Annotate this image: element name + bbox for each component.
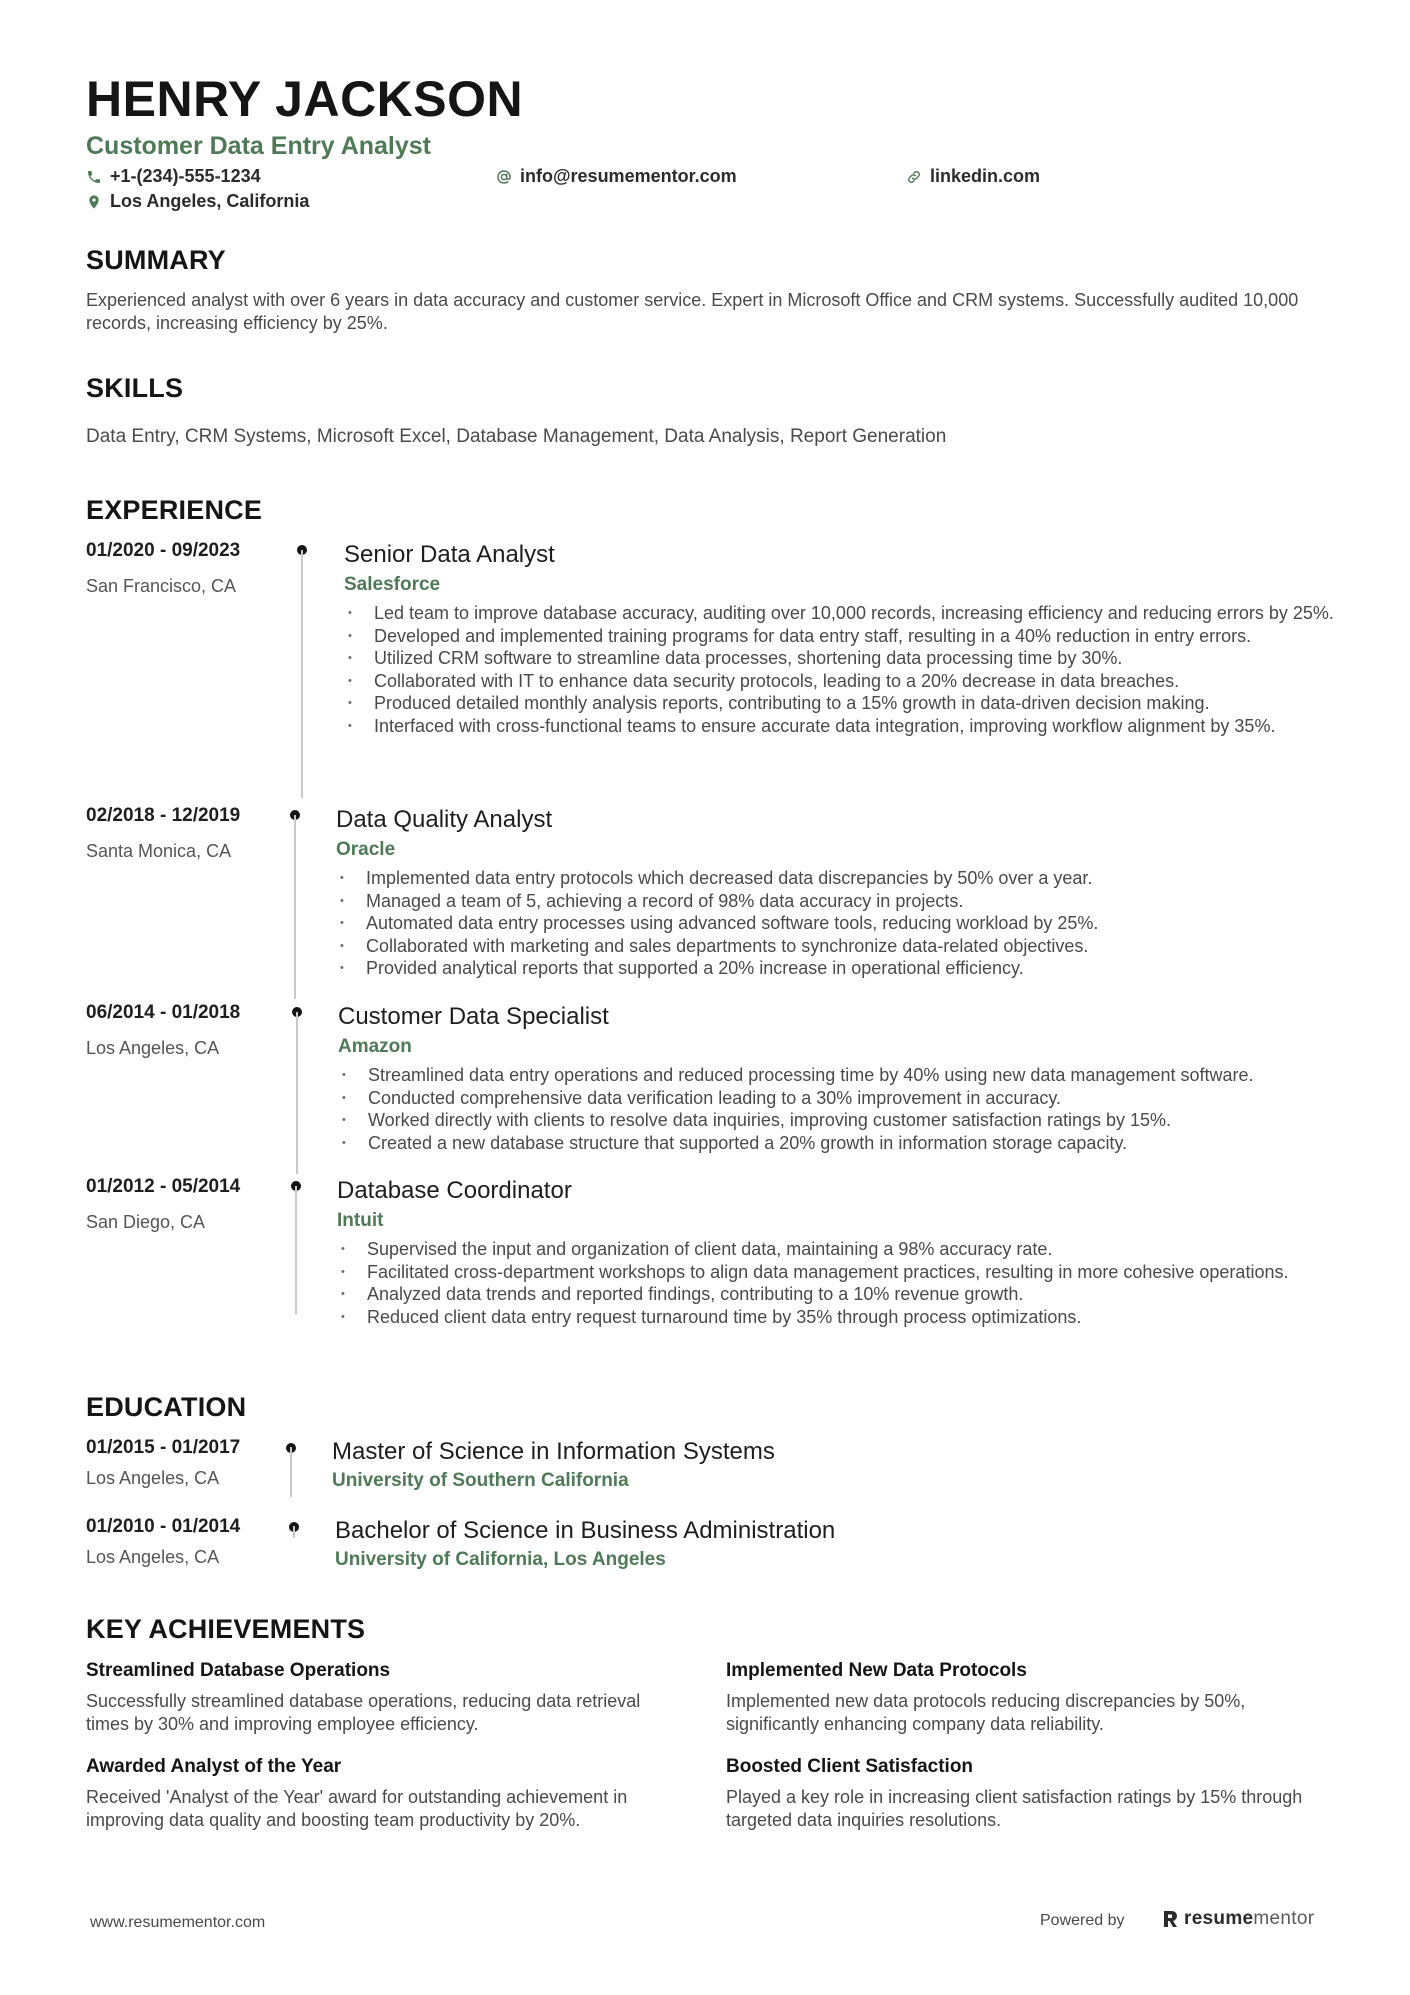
achievement-title: Implemented New Data Protocols <box>726 1660 1027 1681</box>
experience-company: Amazon <box>338 1036 412 1057</box>
bullet-item: • Utilized CRM software to streamline data processes, shortening data processing time by 30%. <box>344 647 1410 670</box>
bullet-item: • Reduced client data entry request turnaround time by 35% through process optimizations. <box>337 1306 1410 1329</box>
education-degree: Bachelor of Science in Business Administration <box>335 1517 836 1544</box>
experience-content <box>344 540 1410 737</box>
experience-dates: 01/2020 - 09/2023 <box>86 540 241 561</box>
experience-dates: 06/2014 - 01/2018 <box>86 1002 241 1023</box>
education-school: University of Southern California <box>332 1470 629 1491</box>
achievement-title: Streamlined Database Operations <box>86 1660 391 1681</box>
experience-bullets <box>337 1238 1410 1328</box>
education-dates: 01/2015 - 01/2017 <box>86 1437 241 1458</box>
bullet-item: • Collaborated with marketing and sales departments to synchronize data-related objectives. <box>336 935 1410 958</box>
bullet-item: • Created a new database structure that supported a 20% growth in information storage capacity. <box>338 1132 1410 1155</box>
experience-bullets <box>336 867 1410 980</box>
candidate-title: Customer Data Entry Analyst <box>86 132 431 160</box>
experience-dates: 01/2012 - 05/2014 <box>86 1176 241 1197</box>
bullet-item: • Supervised the input and organization of client data, maintaining a 98% accuracy rate. <box>337 1238 1410 1261</box>
timeline-line <box>290 1447 292 1497</box>
resumementor-logo-icon <box>1162 1909 1178 1929</box>
achievement-title: Boosted Client Satisfaction <box>726 1756 974 1777</box>
bullet-item: • Interfaced with cross-functional teams to ensure accurate data integration, improving workflow alignment by 35%. <box>344 715 1410 738</box>
experience-company: Oracle <box>336 839 396 860</box>
summary-heading: SUMMARY <box>86 245 226 275</box>
link-icon <box>906 169 922 185</box>
brand-text-bold: resume <box>1184 1908 1254 1929</box>
experience-role: Senior Data Analyst <box>344 541 555 568</box>
achievements-heading: KEY ACHIEVEMENTS <box>86 1614 366 1644</box>
education-heading: EDUCATION <box>86 1392 247 1422</box>
achievement-desc: Played a key role in increasing client satisfaction ratings by 15% through targeted data inquiries resolutions. <box>726 1787 1303 1830</box>
skills-heading: SKILLS <box>86 373 184 403</box>
experience-heading: EXPERIENCE <box>86 495 263 525</box>
achievement-item <box>86 1756 686 1831</box>
footer-brand-logo[interactable] <box>1162 1908 1314 1930</box>
location-pin-icon <box>86 194 102 210</box>
bullet-item: • Managed a team of 5, achieving a record of 98% data accuracy in projects. <box>336 890 1410 913</box>
bullet-item: • Implemented data entry protocols which decreased data discrepancies by 50% over a year. <box>336 867 1410 890</box>
bullet-item: • Worked directly with clients to resolve data inquiries, improving customer satisfaction ratings by 15%. <box>338 1109 1410 1132</box>
experience-bullets <box>338 1064 1410 1154</box>
experience-content <box>337 1176 1410 1328</box>
timeline-line <box>296 1012 298 1174</box>
contact-email[interactable] <box>496 166 737 187</box>
brand-text-light: mentor <box>1253 1908 1315 1929</box>
education-location: Los Angeles, CA <box>86 1547 220 1567</box>
location-text: Los Angeles, California <box>110 191 310 211</box>
timeline-line <box>294 815 296 999</box>
experience-content <box>336 805 1410 980</box>
experience-role: Database Coordinator <box>337 1177 572 1204</box>
experience-role: Data Quality Analyst <box>336 806 553 833</box>
bullet-item: • Analyzed data trends and reported findings, contributing to a 10% revenue growth. <box>337 1283 1410 1306</box>
bullet-item: • Automated data entry processes using advanced software tools, reducing workload by 25%. <box>336 912 1410 935</box>
achievement-desc: Received 'Analyst of the Year' award for outstanding achievement in improving data quality and boosting team productivity by 20%. <box>86 1787 628 1830</box>
bullet-item: • Developed and implemented training programs for data entry staff, resulting in a 40% reduction in entry errors. <box>344 625 1410 648</box>
timeline-line <box>301 550 303 798</box>
linkedin-text: linkedin.com <box>930 166 1041 186</box>
experience-location: Los Angeles, CA <box>86 1038 220 1058</box>
phone-icon <box>86 169 102 185</box>
candidate-name: HENRY JACKSON <box>86 71 524 127</box>
bullet-item: • Produced detailed monthly analysis reports, contributing to a 15% growth in data-driven decision making. <box>344 692 1410 715</box>
experience-company: Salesforce <box>344 574 441 595</box>
achievement-desc: Successfully streamlined database operations, reducing data retrieval times by 30% and improving employee efficiency. <box>86 1691 641 1734</box>
education-degree: Master of Science in Information Systems <box>332 1438 775 1465</box>
bullet-item: • Provided analytical reports that supported a 20% increase in operational efficiency. <box>336 957 1410 980</box>
achievement-item <box>86 1660 686 1735</box>
experience-bullets <box>344 602 1410 737</box>
bullet-item: • Streamlined data entry operations and reduced processing time by 40% using new data management software. <box>338 1064 1410 1087</box>
email-text: info@resumementor.com <box>520 166 737 186</box>
achievement-item <box>726 1660 1326 1735</box>
footer-powered-by: Powered by <box>1040 1912 1125 1929</box>
footer-website[interactable]: www.resumementor.com <box>90 1914 266 1931</box>
at-icon <box>496 169 512 185</box>
contact-phone <box>86 166 261 187</box>
experience-dates: 02/2018 - 12/2019 <box>86 805 241 826</box>
experience-location: San Diego, CA <box>86 1212 206 1232</box>
bullet-item: • Facilitated cross-department workshops to align data management practices, resulting in more cohesive operations. <box>337 1261 1410 1284</box>
summary-text: Experienced analyst with over 6 years in data accuracy and customer service. Expert in Microsoft Office and CRM systems. Successfully audited 10,000 records, increasing efficiency by 25%. <box>86 290 1299 333</box>
experience-company: Intuit <box>337 1210 384 1231</box>
timeline-line <box>293 1526 295 1538</box>
education-location: Los Angeles, CA <box>86 1468 220 1488</box>
education-dates: 01/2010 - 01/2014 <box>86 1516 241 1537</box>
timeline-line <box>295 1186 297 1314</box>
experience-content <box>338 1002 1410 1154</box>
bullet-item: • Conducted comprehensive data verification leading to a 30% improvement in accuracy. <box>338 1087 1410 1110</box>
skills-text: Data Entry, CRM Systems, Microsoft Excel, Database Management, Data Analysis, Report Generation <box>86 426 947 447</box>
bullet-item: • Collaborated with IT to enhance data security protocols, leading to a 20% decrease in data breaches. <box>344 670 1410 693</box>
brand-text <box>1184 1908 1314 1930</box>
education-school: University of California, Los Angeles <box>335 1549 666 1570</box>
achievement-title: Awarded Analyst of the Year <box>86 1756 342 1777</box>
contact-linkedin[interactable] <box>906 166 1040 187</box>
contact-location <box>86 191 309 212</box>
experience-location: Santa Monica, CA <box>86 841 232 861</box>
experience-location: San Francisco, CA <box>86 576 237 596</box>
phone-text: +1-(234)-555-1234 <box>110 166 261 186</box>
experience-role: Customer Data Specialist <box>338 1003 609 1030</box>
achievement-item <box>726 1756 1326 1831</box>
bullet-item: • Led team to improve database accuracy, auditing over 10,000 records, increasing efficiency and reducing errors by 25%. <box>344 602 1410 625</box>
achievement-desc: Implemented new data protocols reducing discrepancies by 50%, significantly enhancing company data reliability. <box>726 1691 1246 1734</box>
